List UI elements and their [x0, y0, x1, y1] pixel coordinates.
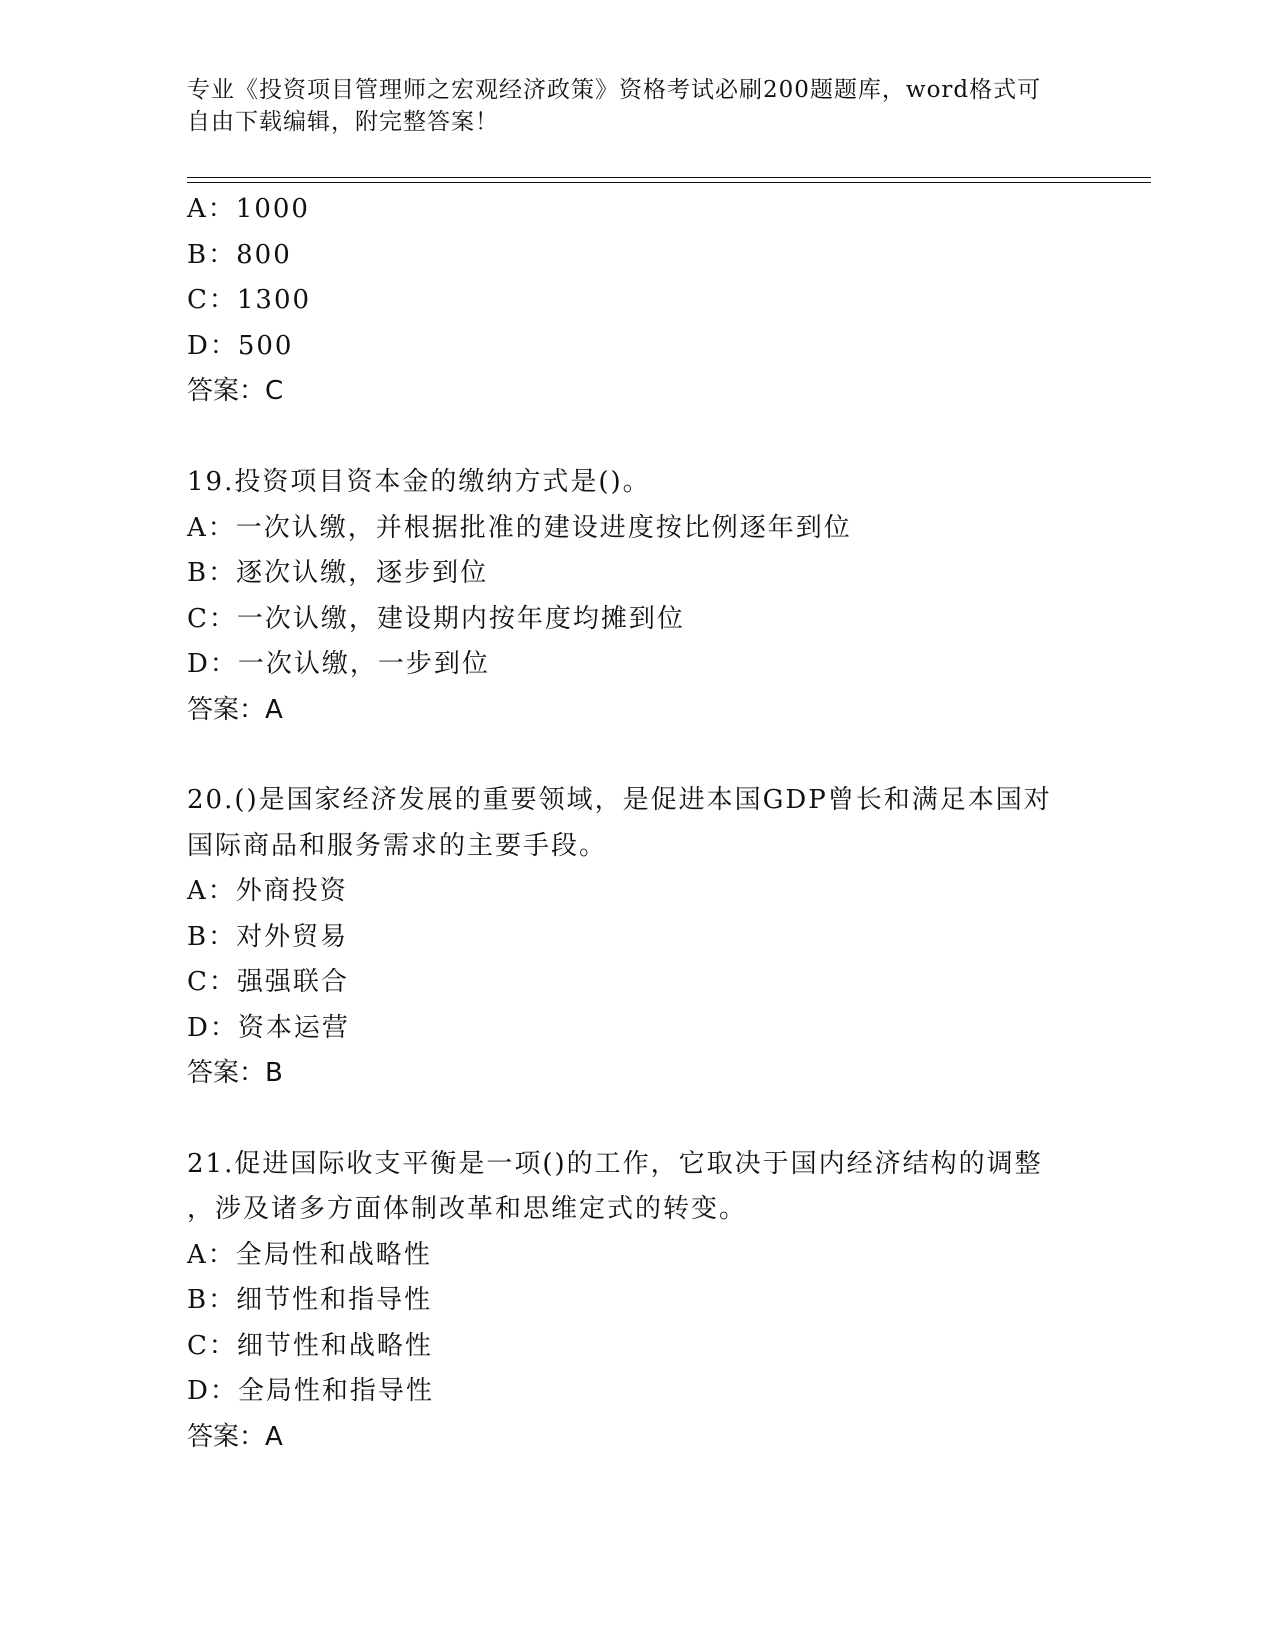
q20-answer: 答案：B [187, 1058, 283, 1088]
q20-option-d: D：资本运营 [187, 1013, 350, 1043]
q21-option-a: A：全局性和战略性 [187, 1240, 432, 1270]
q18-option-a: A：1000 [187, 194, 310, 224]
q19-question: 19.投资项目资本金的缴纳方式是()。 [187, 467, 651, 497]
document-header [187, 74, 1087, 138]
q21-question-line-1: 21.促进国际收支平衡是一项()的工作，它取决于国内经济结构的调整 [187, 1149, 1043, 1179]
q19-answer: 答案：A [187, 695, 283, 725]
q20-option-c: C：强强联合 [187, 967, 349, 997]
q19-option-d: D：一次认缴，一步到位 [187, 649, 490, 679]
q19-option-b: B：逐次认缴，逐步到位 [187, 558, 489, 588]
q21-answer: 答案：A [187, 1422, 283, 1452]
q18-answer: 答案：C [187, 376, 284, 406]
header-divider-bottom [187, 182, 1151, 183]
q18-option-b: B：800 [187, 240, 292, 270]
q21-option-c: C：细节性和战略性 [187, 1331, 433, 1361]
q21-option-d: D：全局性和指导性 [187, 1376, 434, 1406]
q20-question-line-1: 20.()是国家经济发展的重要领域，是促进本国GDP曾长和满足本国对 [187, 785, 1052, 815]
q18-option-c: C：1300 [187, 285, 312, 315]
q20-option-a: A：外商投资 [187, 876, 348, 906]
q19-option-a: A：一次认缴，并根据批准的建设进度按比例逐年到位 [187, 513, 852, 543]
q21-option-b: B：细节性和指导性 [187, 1285, 433, 1315]
q20-option-b: B：对外贸易 [187, 922, 349, 952]
q21-question-line-2: ，涉及诸多方面体制改革和思维定式的转变。 [187, 1194, 748, 1224]
q18-option-d: D：500 [187, 331, 294, 361]
header-line-1: 专业《投资项目管理师之宏观经济政策》资格考试必刷200题题库，word格式可 [187, 77, 1042, 103]
header-line-2: 自由下载编辑，附完整答案！ [187, 109, 499, 135]
header-divider-top [187, 177, 1151, 178]
q20-question-line-2: 国际商品和服务需求的主要手段。 [187, 831, 608, 861]
q19-option-c: C：一次认缴，建设期内按年度均摊到位 [187, 604, 685, 634]
